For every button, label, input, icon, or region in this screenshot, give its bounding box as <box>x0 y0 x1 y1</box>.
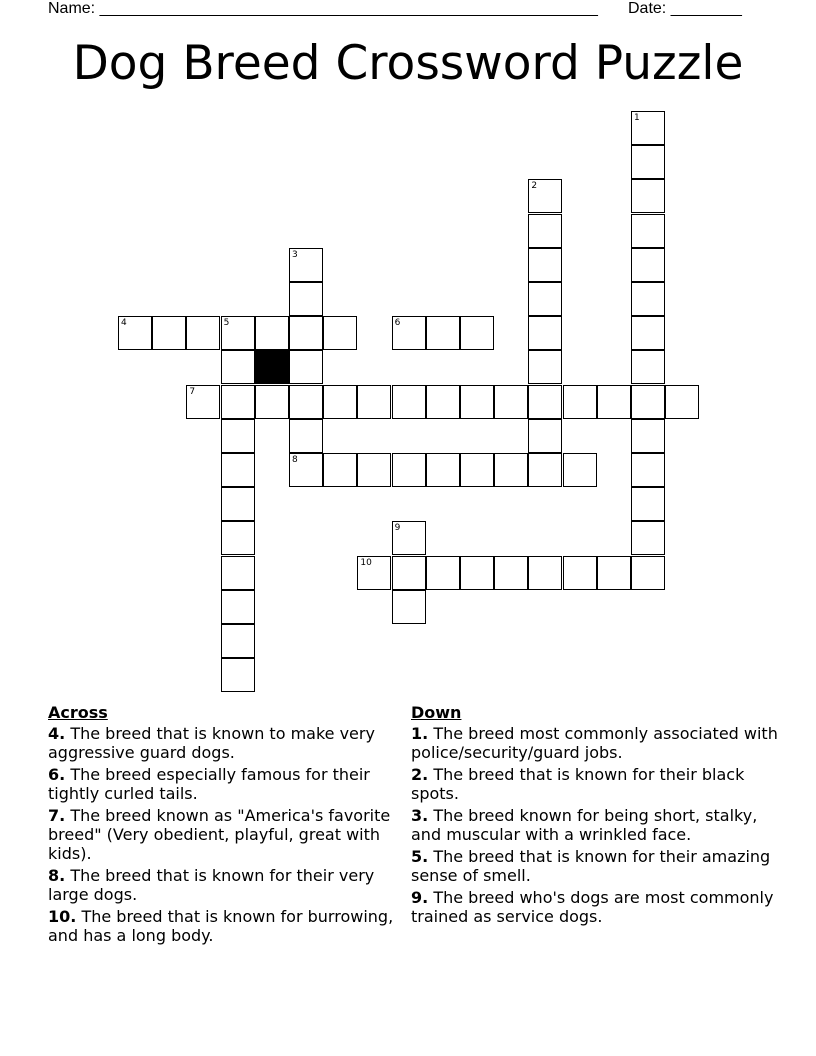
grid-cell[interactable] <box>323 316 357 350</box>
down-heading: Down <box>411 703 462 722</box>
clue-text: The breed known for being short, stalky, and muscular with a wrinkled face. <box>411 806 758 844</box>
clue-number-label: 6 <box>394 318 401 329</box>
grid-cell[interactable] <box>631 282 665 316</box>
grid-cell[interactable] <box>426 385 460 419</box>
clue-down-1 <box>411 724 781 762</box>
grid-cell[interactable] <box>494 385 528 419</box>
grid-cell[interactable] <box>528 419 562 453</box>
grid-cell[interactable] <box>631 385 665 419</box>
grid-cell[interactable] <box>528 385 562 419</box>
grid-cell[interactable] <box>221 419 255 453</box>
grid-cell[interactable] <box>289 419 323 453</box>
black-square <box>255 350 289 384</box>
grid-cell[interactable] <box>392 453 426 487</box>
grid-cell[interactable] <box>665 385 699 419</box>
clue-down-2 <box>411 765 781 803</box>
grid-cell[interactable] <box>631 350 665 384</box>
grid-cell[interactable] <box>186 385 220 419</box>
grid-cell[interactable] <box>289 453 323 487</box>
grid-cell[interactable] <box>221 453 255 487</box>
grid-cell[interactable] <box>392 385 426 419</box>
grid-cell[interactable] <box>289 385 323 419</box>
grid-cell[interactable] <box>631 487 665 521</box>
clue-text: The breed that is known for their very large dogs. <box>48 866 375 904</box>
grid-cell[interactable] <box>631 248 665 282</box>
grid-cell[interactable] <box>323 453 357 487</box>
grid-cell[interactable] <box>221 590 255 624</box>
grid-cell[interactable] <box>221 658 255 692</box>
grid-cell[interactable] <box>221 316 255 350</box>
grid-cell[interactable] <box>221 350 255 384</box>
grid-cell[interactable] <box>357 453 391 487</box>
grid-cell[interactable] <box>221 624 255 658</box>
clue-text: The breed that is known for burrowing, and has a long body. <box>48 907 394 945</box>
grid-cell[interactable] <box>528 350 562 384</box>
clue-text: The breed who's dogs are most commonly trained as service dogs. <box>411 888 774 926</box>
clue-text: The breed known as "America's favorite breed" (Very obedient, playful, great with kids). <box>48 806 391 863</box>
clue-number: 4. <box>48 724 66 743</box>
grid-cell[interactable] <box>289 350 323 384</box>
grid-cell[interactable] <box>323 385 357 419</box>
grid-cell[interactable] <box>631 145 665 179</box>
clue-number: 3. <box>411 806 429 825</box>
grid-cell[interactable] <box>357 556 391 590</box>
name-field-label: Name: ________________________________________________________ <box>48 0 598 17</box>
grid-cell[interactable] <box>494 556 528 590</box>
clue-down-3 <box>411 806 781 844</box>
clue-number: 8. <box>48 866 66 885</box>
grid-cell[interactable] <box>392 556 426 590</box>
grid-cell[interactable] <box>152 316 186 350</box>
grid-cell[interactable] <box>118 316 152 350</box>
grid-cell[interactable] <box>221 556 255 590</box>
grid-cell[interactable] <box>392 590 426 624</box>
grid-cell[interactable] <box>528 214 562 248</box>
grid-cell[interactable] <box>563 453 597 487</box>
clue-number-label: 1 <box>634 113 640 123</box>
grid-cell[interactable] <box>631 316 665 350</box>
grid-cell[interactable] <box>528 282 562 316</box>
grid-cell[interactable] <box>221 385 255 419</box>
clue-number: 6. <box>48 765 66 784</box>
clue-number-label: 2 <box>531 181 538 192</box>
grid-cell[interactable] <box>255 316 289 350</box>
clue-number: 10. <box>48 907 77 926</box>
grid-cell[interactable] <box>186 316 220 350</box>
grid-cell[interactable] <box>221 521 255 555</box>
grid-cell[interactable] <box>221 487 255 521</box>
clue-number: 9. <box>411 888 429 907</box>
clue-text: The breed that is known for their black spots. <box>411 765 745 803</box>
clue-number-label: 3 <box>292 249 298 260</box>
clue-text: The breed especially famous for their tightly curled tails. <box>48 765 370 803</box>
grid-cell[interactable] <box>631 453 665 487</box>
clue-number-label: 7 <box>189 386 196 397</box>
grid-cell[interactable] <box>597 556 631 590</box>
clue-text: The breed that is known to make very aggressive guard dogs. <box>48 724 375 762</box>
clue-number-label: 4 <box>121 318 127 329</box>
grid-cell[interactable] <box>631 521 665 555</box>
clue-text: The breed that is known for their amazing sense of smell. <box>411 847 771 885</box>
grid-cell[interactable] <box>528 316 562 350</box>
grid-cell[interactable] <box>426 556 460 590</box>
across-heading: Across <box>48 703 108 722</box>
grid-cell[interactable] <box>426 316 460 350</box>
clue-across-7 <box>48 806 398 863</box>
grid-cell[interactable] <box>357 385 391 419</box>
clue-across-10 <box>48 907 398 945</box>
date-field-label: Date: ________ <box>628 0 742 17</box>
grid-cell[interactable] <box>392 521 426 555</box>
grid-cell[interactable] <box>563 556 597 590</box>
page-title: Dog Breed Crossword Puzzle <box>72 36 744 91</box>
clue-number-label: 8 <box>292 455 298 465</box>
clue-text: The breed most commonly associated with police/security/guard jobs. <box>411 724 778 762</box>
clue-across-4 <box>48 724 398 762</box>
grid-cell[interactable] <box>631 214 665 248</box>
grid-cell[interactable] <box>563 385 597 419</box>
grid-cell[interactable] <box>597 385 631 419</box>
clue-number: 2. <box>411 765 429 784</box>
grid-cell[interactable] <box>631 419 665 453</box>
grid-cell[interactable] <box>289 248 323 282</box>
grid-cell[interactable] <box>392 316 426 350</box>
grid-cell[interactable] <box>460 316 494 350</box>
clue-number-label: 9 <box>394 523 401 534</box>
down-clues <box>411 703 781 929</box>
grid-cell[interactable] <box>528 453 562 487</box>
clue-down-9 <box>411 888 781 926</box>
grid-cell[interactable] <box>528 248 562 282</box>
grid-cell[interactable] <box>631 179 665 213</box>
clue-number: 7. <box>48 806 66 825</box>
clue-across-6 <box>48 765 398 803</box>
grid-cell[interactable] <box>426 453 460 487</box>
grid-cell[interactable] <box>460 556 494 590</box>
clue-number-label: 5 <box>223 318 230 329</box>
grid-cell[interactable] <box>460 385 494 419</box>
grid-cell[interactable] <box>528 556 562 590</box>
grid-cell[interactable] <box>289 282 323 316</box>
clue-number-label: 10 <box>360 557 372 568</box>
grid-cell[interactable] <box>528 179 562 213</box>
grid-cell[interactable] <box>631 556 665 590</box>
grid-cell[interactable] <box>631 111 665 145</box>
across-clues <box>48 703 398 948</box>
grid-cell[interactable] <box>460 453 494 487</box>
clue-number: 1. <box>411 724 429 743</box>
clue-number: 5. <box>411 847 429 866</box>
grid-cell[interactable] <box>255 385 289 419</box>
grid-cell[interactable] <box>494 453 528 487</box>
grid-cell[interactable] <box>289 316 323 350</box>
clue-across-8 <box>48 866 398 904</box>
clue-down-5 <box>411 847 781 885</box>
